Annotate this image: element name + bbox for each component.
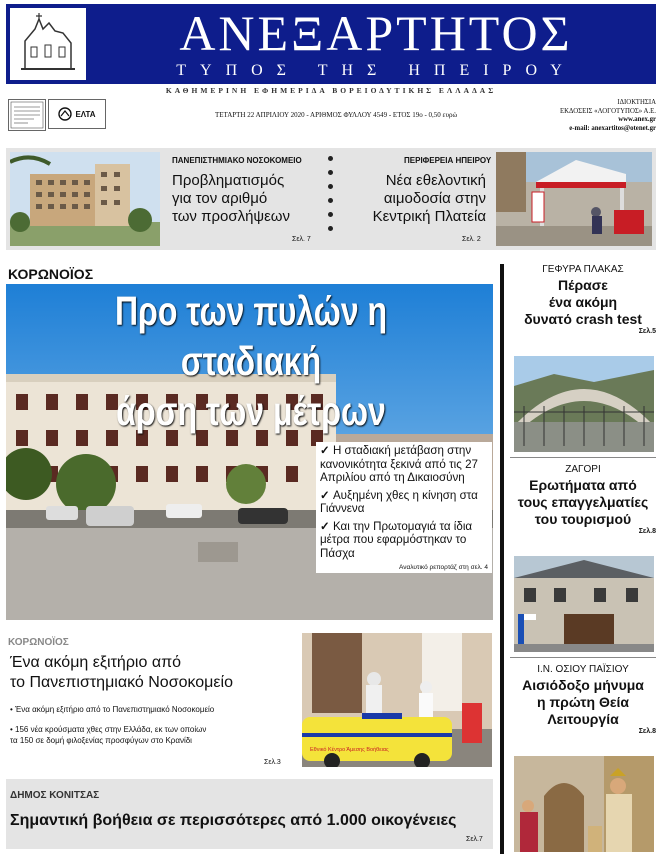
story2-bullet-1-text: Ένα ακόμη εξιτήριο από το Πανεπιστημιακό Νοσοκομείο <box>15 705 215 714</box>
owner-email[interactable]: e-mail: anexartitos@otenet.gr <box>569 124 656 132</box>
story2-headline-line-1: Ένα ακόμη εξιτήριο από <box>10 654 182 671</box>
main-headline-line-2: άρση των μέτρων <box>116 388 386 434</box>
main-bullets <box>316 442 492 573</box>
ambulance-lettering: Εθνικό Κέντρο Άμεσης Βοήθειας <box>310 747 389 753</box>
zagori-photo <box>514 556 654 652</box>
konitsa-headline[interactable]: Σημαντική βοήθεια σε περισσότερες από 1.000 οικογένειες <box>10 812 457 829</box>
newspaper-title: ΑΝΕΞΑΡΤΗΤΟΣ <box>179 5 573 61</box>
teaser-2-page: Σελ. 2 <box>462 236 481 243</box>
main-bullet-2 <box>320 489 488 516</box>
teaser-2-kicker: ΠΕΡΙΦΕΡΕΙΑ ΗΠΕΙΡΟΥ <box>404 156 492 165</box>
elta-label: ΕΛΤΑ <box>75 109 96 119</box>
check-icon: ✓ <box>320 444 333 457</box>
zagori-house-image <box>514 556 654 652</box>
main-bullet-3-text: Και την Πρωτομαγιά τα ίδια μέτρα που εφαρμόστηκαν το Πάσχα <box>320 519 473 560</box>
teaser-band <box>6 148 656 250</box>
liturgy-photo <box>514 756 654 852</box>
owner-line-2: ΕΚΔΟΣΕΙΣ «ΛΟΓΟΤΥΠΟΣ» Α.Ε. <box>559 107 656 115</box>
right-3-line-2: η πρώτη Θεία <box>537 694 629 710</box>
main-bullet-2-text: Αυξημένη χθες η κίνηση στα Γιάννενα <box>320 488 478 515</box>
right-2-headline <box>510 477 656 528</box>
newspaper-subtitle: ΤΥΠΟΣ ΤΗΣ ΗΠΕΙΡΟΥ <box>176 62 576 79</box>
right-divider-1 <box>510 457 656 458</box>
right-story-1[interactable] <box>510 264 656 335</box>
masthead-logo <box>10 8 86 80</box>
konitsa-kicker: ΔΗΜΟΣ ΚΟΝΙΤΣΑΣ <box>10 790 100 801</box>
main-headline[interactable] <box>68 286 435 436</box>
hospital-building-image <box>10 152 160 246</box>
right-story-3[interactable] <box>510 664 656 735</box>
blood-donation-photo <box>496 152 652 246</box>
church-logo-icon <box>15 11 81 77</box>
main-bullet-1 <box>320 444 488 485</box>
blood-donation-tent-image <box>496 152 652 246</box>
right-2-line-3: του τουρισμού <box>534 511 632 527</box>
story2-page: Σελ.3 <box>264 759 281 766</box>
right-2-kicker: ΖΑΓΟΡΙ <box>565 464 601 475</box>
right-3-headline <box>510 677 656 728</box>
right-1-headline <box>510 277 656 328</box>
story2-kicker: ΚΟΡΩΝΟΪΟΣ <box>8 637 69 648</box>
teaser-1-kicker: ΠΑΝΕΠΙΣΤΗΜΙΑΚΟ ΝΟΣΟΚΟΜΕΙΟ <box>172 156 302 165</box>
right-divider-2 <box>510 657 656 658</box>
hospital-photo <box>10 152 160 246</box>
story2-bullet-2-line-2: τα 150 σε δομή φιλοξενίας προσφύγων στο Κρανίδι <box>10 736 192 745</box>
main-reference: Αναλυτικό ρεπορτάζ στη σελ. 4 <box>399 564 488 571</box>
right-3-line-1: Αισιόδοξο μήνυμα <box>522 677 644 693</box>
owner-info <box>518 99 656 133</box>
right-1-page: Σελ.5 <box>638 328 656 335</box>
main-kicker: ΚΟΡΩΝΟΪΟΣ <box>6 264 99 284</box>
teaser-1-line-1: Προβληματισμός <box>172 172 285 189</box>
right-1-kicker: ΓΕΦΥΡΑ ΠΛΑΚΑΣ <box>542 264 624 275</box>
owner-line-1: ΙΔΙΟΚΤΗΣΙΑ <box>617 99 656 106</box>
ambulance-photo <box>302 633 492 767</box>
story2-bullet-1: • Ένα ακόμη εξιτήριο από το Πανεπιστημιακό Νοσοκομείο <box>10 705 215 714</box>
elta-logo-icon <box>58 107 72 121</box>
teaser-2-line-3: Κεντρική Πλατεία <box>372 208 486 225</box>
postage-box-icon <box>10 101 44 129</box>
check-icon: ✓ <box>320 519 333 533</box>
stone-bridge-image <box>514 356 654 452</box>
teaser-2-line-2: αιμοδοσία στην <box>383 190 486 207</box>
story2-headline-line-2: το Πανεπιστημιακό Νοσοκομείο <box>10 674 233 691</box>
main-headline-line-1: Προ των πυλών η σταδιακή <box>114 288 388 384</box>
main-bullet-3 <box>320 520 488 561</box>
check-icon: ✓ <box>320 488 333 502</box>
right-3-line-3: Λειτουργία <box>547 711 619 727</box>
story2-bullet-2-line-1: 156 νέα κρούσματα χθες στην Ελλάδα, εκ των οποίων <box>15 725 207 734</box>
plaka-bridge-photo <box>514 356 654 452</box>
church-liturgy-image <box>514 756 654 852</box>
right-2-page: Σελ.8 <box>638 528 656 535</box>
right-3-page: Σελ.8 <box>638 728 656 735</box>
teaser-1-line-3: των προσλήψεων <box>172 208 291 225</box>
story2-bullet-2: • 156 νέα κρούσματα χθες στην Ελλάδα, εκ των οποίων τα 150 σε δομή φιλοξενίας προσφύγων στο Κρανίδι <box>10 724 300 746</box>
right-1-line-1: Πέρασε <box>558 277 608 293</box>
newspaper-tagline: ΚΑΘΗΜΕΡΙΝΗ ΕΦΗΜΕΡΙΔΑ ΒΟΡΕΙΟΔΥΤΙΚΗΣ ΕΛΛΑΔΑΣ <box>165 86 497 95</box>
teaser-1-headline[interactable] <box>172 172 322 226</box>
issue-line: ΤΕΤΑΡΤΗ 22 ΑΠΡΙΛΙΟΥ 2020 - ΑΡΙΘΜΟΣ ΦΥΛΛΟΥ 4549 - ΕΤΟΣ 19ο - 0,50 ευρώ <box>214 111 458 119</box>
ambulance-image <box>302 633 492 767</box>
main-bullet-1-text: Η σταδιακή μετάβαση στην κανονικότητα ξεκινά από τις 27 Απριλίου από τη Δικαιοσύνη <box>320 444 478 484</box>
teaser-2-headline[interactable] <box>346 172 486 226</box>
teaser-divider-dots <box>328 156 334 242</box>
owner-website[interactable]: www.anex.gr <box>618 116 656 123</box>
right-1-line-3: δυνατό crash test <box>524 311 642 327</box>
right-2-line-2: τους επαγγελματίες <box>517 494 649 510</box>
konitsa-page: Σελ.7 <box>466 836 483 843</box>
column-divider <box>500 264 504 854</box>
right-1-line-2: ένα ακόμη <box>548 294 618 310</box>
elta-stamp <box>48 99 106 129</box>
story2-headline[interactable] <box>10 653 300 693</box>
issue-info-bar <box>6 97 656 133</box>
postage-stamp <box>8 99 46 131</box>
masthead <box>6 4 656 84</box>
right-story-2[interactable] <box>510 464 656 535</box>
teaser-1-page: Σελ. 7 <box>292 236 311 243</box>
teaser-1-line-2: για τον αριθμό <box>172 190 268 207</box>
right-3-kicker: Ι.Ν. ΟΣΙΟΥ ΠΑΪΣΙΟΥ <box>537 664 629 675</box>
teaser-2-line-1: Νέα εθελοντική <box>385 172 486 189</box>
right-2-line-1: Ερωτήματα από <box>529 477 637 493</box>
